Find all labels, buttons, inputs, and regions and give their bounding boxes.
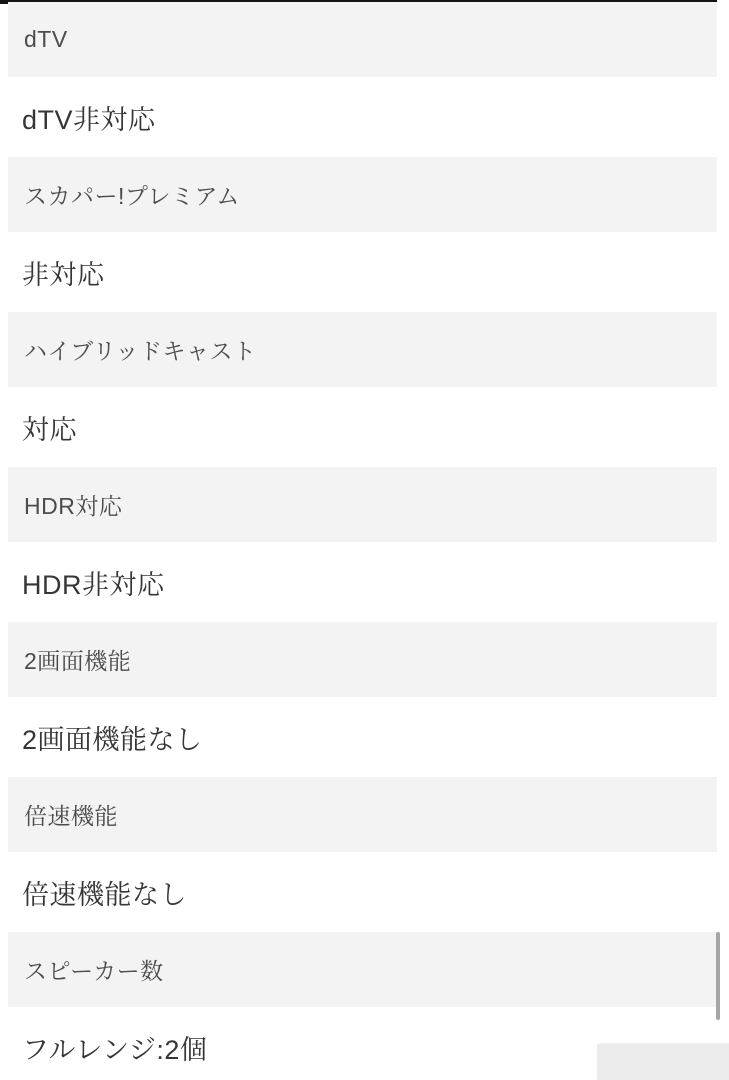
spec-label-row [8,157,717,232]
spec-label-text: dTV [24,26,68,52]
spec-label-row [8,312,717,387]
spec-value-row [8,77,717,157]
spec-label-text: 倍速機能 [24,803,118,829]
spec-label-text: スピーカー数 [24,958,164,984]
spec-value-text: 2画面機能なし [22,724,203,755]
spec-value-text: 非対応 [22,259,105,290]
spec-label-text: ハイブリッドキャスト [24,338,257,364]
spec-value-row [8,852,717,932]
spec-value-text: 倍速機能なし [22,879,187,910]
spec-value-row [8,232,717,312]
spec-table [8,2,717,1080]
spec-label-text: スカパー!プレミアム [24,183,240,209]
spec-value-row [8,542,717,622]
spec-value-text: HDR非対応 [22,569,165,600]
spec-value-text: dTV非対応 [22,104,156,135]
spec-value-text: フルレンジ:2個 [22,1034,208,1065]
spec-value-row [8,387,717,467]
scrollbar-thumb[interactable] [716,932,720,1020]
spec-label-row [8,777,717,852]
spec-label-row [8,622,717,697]
spec-label-text: 2画面機能 [24,648,132,674]
spec-label-row [8,467,717,542]
spec-label-text: HDR対応 [24,493,123,519]
back-to-top-button[interactable] [597,1044,729,1080]
spec-value-text: 対応 [22,414,77,445]
spec-label-row [8,2,717,77]
spec-label-row [8,932,717,1007]
spec-value-row [8,697,717,777]
